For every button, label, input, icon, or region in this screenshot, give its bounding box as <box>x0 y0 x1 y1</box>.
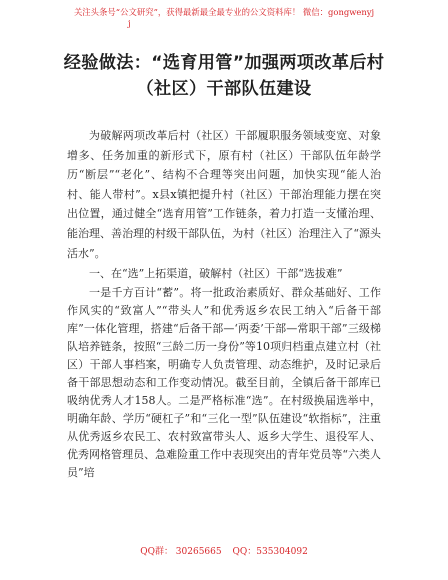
body-paragraph: 一是千方百计“蓄”。将一批政治素质好、群众基础好、工作作风实的“致富人”“带头人”和优秀返乡农民工纳入“后备干部库”一体化管理，搭建“后备干部—‘两委’干部—常职干部”三级梯队培养链条，按照“三龄二历一身份”等10项归档重点建立村（社区）干部人事档案，明确专人负责管理、动态维护，及时记录后备干部思想动态和工作变动情况。截至目前，全镇后备干部库已吸纳优秀人才158人。二是严格标准“选”。在村级换届选举中，明确年龄、学历“硬杠子”和“三化一型”队伍建设“软指标”，注重从优秀返乡农民工、农村致富带头人、返乡大学生、退役军人、优秀网格管理员、急难险重工作中表现突出的青年党员等“六类人员”培 <box>67 286 381 480</box>
banner-line-1: 关注头条号“公文研究”，获得最新最全最专业的公文资料库！ 微信：gongwenyj <box>73 7 375 17</box>
title-line-2: （社区）干部队伍建设 <box>136 79 312 99</box>
document-title <box>0 50 448 102</box>
document-body <box>67 126 381 482</box>
section-heading: 一、在“选”上拓渠道，破解村（社区）干部“选拔难” <box>89 267 343 281</box>
title-line-1: 经验做法：“选育用管”加强两项改革后村 <box>63 53 385 73</box>
banner-line-2: j <box>128 18 131 28</box>
header-banner <box>0 7 448 29</box>
footer-qq: QQ：535304092 <box>232 547 308 557</box>
footer-contact <box>0 544 448 557</box>
footer-qq-group: QQ群： 30265665 <box>140 547 222 557</box>
intro-paragraph: 为破解两项改革后村（社区）干部履职服务领域变宽、对象增多、任务加重的新形式下，原有村（社区）干部队伍年龄学历“断层”“老化”、结构不合理等突出问题，加快实现“能人治村、能人带村”。x县x镇把提升村（社区）干部治理能力摆在突出位置，通过健全“选育用管”工作链条，着力打造一支懂治理、能治理、善治理的村级干部队伍，为村（社区）治理注入了“源头活水”。 <box>67 129 381 260</box>
